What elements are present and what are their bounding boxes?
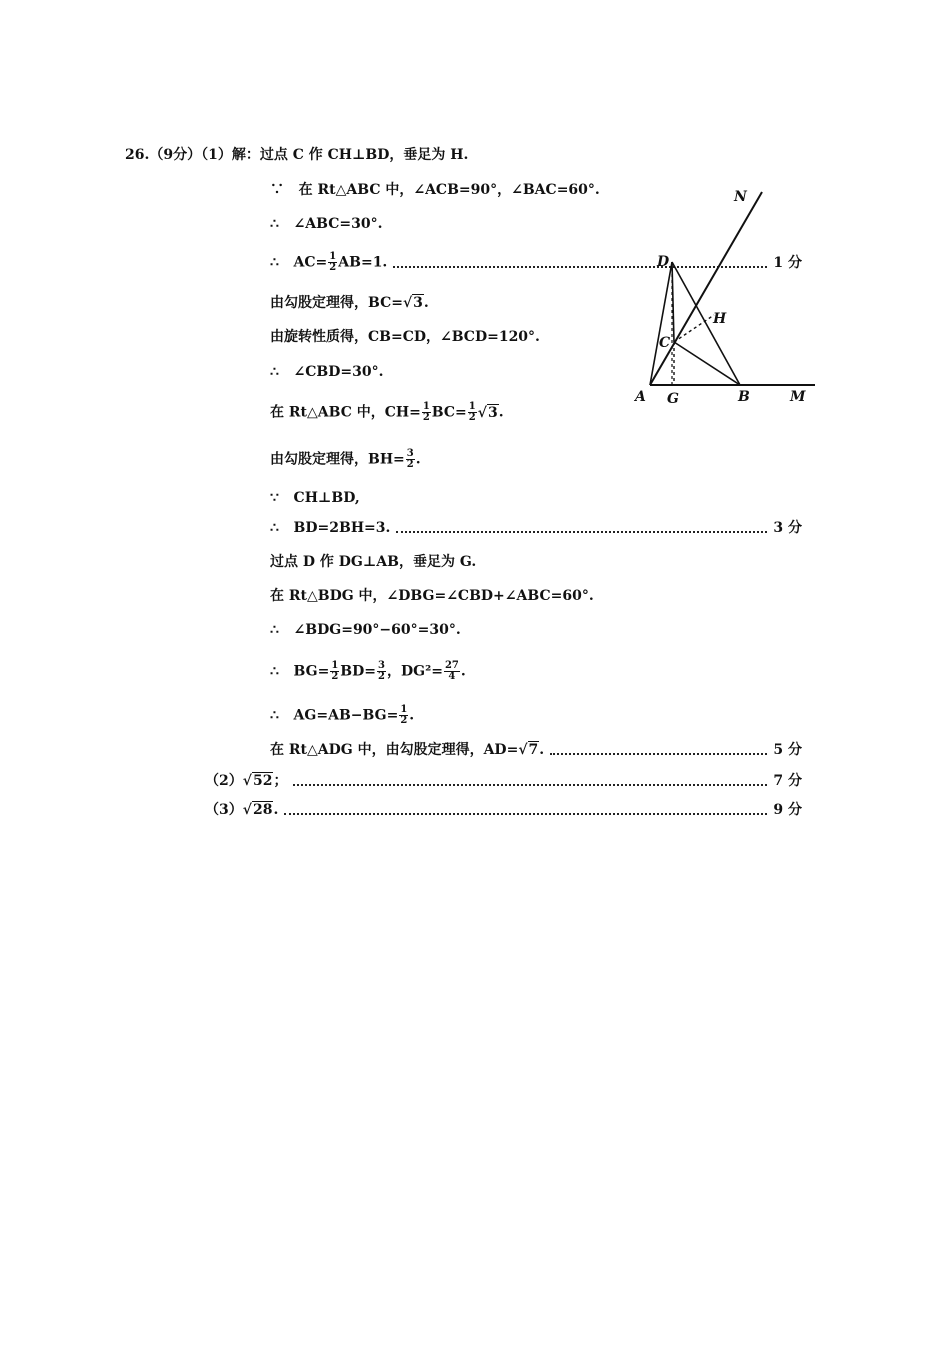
step-1 (270, 181, 600, 199)
fraction: $\frac{1}{2}$ (331, 660, 339, 682)
therefore-symbol: ∴ (270, 216, 279, 232)
step-9-text: CH⊥BD, (293, 490, 360, 506)
geometry-figure (630, 185, 820, 410)
because-symbol: ∵ (270, 490, 279, 506)
part-3-label: （3） (205, 802, 243, 818)
step-5: 由旋转性质得，CB=CD，∠BCD=120°. (270, 329, 540, 345)
dotted-leader (284, 813, 767, 815)
step-14-text-b: BD= (340, 663, 377, 680)
therefore-symbol: ∴ (270, 707, 279, 724)
step-3-text-b: AB=1. (338, 254, 388, 271)
step-8-text-a: 由勾股定理得，BH= (270, 451, 405, 468)
part-3-tail: . (273, 802, 279, 818)
therefore-symbol: ∴ (270, 622, 279, 638)
step-7-text-b: BC= (431, 404, 467, 421)
fraction: $\frac{1}{2}$ (422, 401, 430, 423)
step-6 (270, 363, 383, 381)
step-13 (270, 621, 461, 639)
label-h: H (713, 311, 727, 327)
score-3: 3 分 (773, 520, 802, 536)
part-2-label: （2） (205, 773, 243, 789)
fraction: $\frac{1}{2}$ (468, 401, 476, 423)
sqrt: √3 (402, 295, 423, 311)
dotted-leader (396, 531, 767, 533)
step-13-text: ∠BDG=90°−60°=30°. (293, 622, 461, 638)
part-3-answer (205, 801, 802, 819)
label-m: M (790, 389, 806, 405)
step-15-text-b: . (409, 707, 415, 724)
sqrt: √7 (518, 742, 539, 758)
label-d: D (657, 254, 670, 270)
step-8-text-b: . (415, 451, 421, 468)
part-2-answer (205, 772, 802, 790)
dotted-leader (550, 753, 767, 755)
because-symbol: ∵ (270, 182, 284, 198)
step-9 (270, 489, 360, 507)
label-b: B (738, 389, 750, 405)
sqrt: √52 (242, 773, 273, 789)
therefore-symbol: ∴ (270, 364, 279, 380)
fraction: $\frac{3}{2}$ (406, 448, 414, 470)
therefore-symbol: ∴ (270, 520, 279, 536)
fraction: $\frac{27}{4}$ (444, 660, 459, 682)
score-9: 9 分 (773, 802, 802, 818)
step-10-text: BD=2BH=3. (293, 520, 391, 536)
step-2-text: ∠ABC=30°. (293, 216, 383, 232)
label-a: A (635, 389, 646, 405)
step-6-text: ∠CBD=30°. (293, 364, 384, 380)
segment-db (672, 262, 740, 385)
fraction: $\frac{1}{2}$ (400, 704, 408, 726)
step-16-text-a: 在 Rt△ADG 中，由勾股定理得，AD= (270, 742, 519, 758)
step-1-text: 在 Rt△ABC 中，∠ACB=90°，∠BAC=60°. (298, 182, 600, 198)
label-g: G (667, 391, 679, 407)
segment-cb (674, 342, 740, 385)
step-11: 过点 D 作 DG⊥AB，垂足为 G. (270, 554, 477, 570)
step-4-text-a: 由勾股定理得，BC= (270, 295, 403, 311)
score-7: 7 分 (773, 773, 802, 789)
label-n: N (734, 189, 747, 205)
score-1: 1 分 (773, 254, 802, 271)
step-7-text-a: 在 Rt△ABC 中，CH= (270, 404, 421, 421)
step-4 (270, 294, 429, 312)
step-2 (270, 215, 382, 233)
step-16-text-b: . (539, 742, 545, 758)
sqrt: √3 (477, 404, 498, 421)
step-10 (270, 519, 802, 537)
sqrt: √28 (242, 802, 273, 818)
step-16 (270, 741, 802, 759)
fraction: $\frac{1}{2}$ (329, 251, 337, 273)
step-15 (270, 705, 414, 726)
therefore-symbol: ∴ (270, 663, 279, 680)
step-4-text-b: . (423, 295, 429, 311)
part-2-tail: ； (273, 773, 288, 789)
label-c: C (659, 335, 671, 351)
fraction: $\frac{3}{2}$ (378, 660, 385, 682)
step-14-text-c: ，DG²= (386, 663, 443, 680)
step-7-text-c: . (498, 404, 504, 421)
step-14-text-a: BG= (293, 663, 330, 680)
step-14-text-d: . (460, 663, 466, 680)
dotted-leader (293, 784, 767, 786)
step-15-text-a: AG=AB−BG= (293, 707, 399, 724)
step-3-text-a: AC= (293, 254, 328, 271)
step-14 (270, 661, 466, 682)
therefore-symbol: ∴ (270, 254, 279, 271)
step-12: 在 Rt△BDG 中，∠DBG=∠CBD+∠ABC=60°. (270, 588, 594, 604)
problem-header: 26.（9分）（1）解：过点 C 作 CH⊥BD，垂足为 H. (125, 147, 469, 163)
step-8 (270, 449, 421, 470)
step-7 (270, 402, 504, 423)
score-5: 5 分 (773, 742, 802, 758)
